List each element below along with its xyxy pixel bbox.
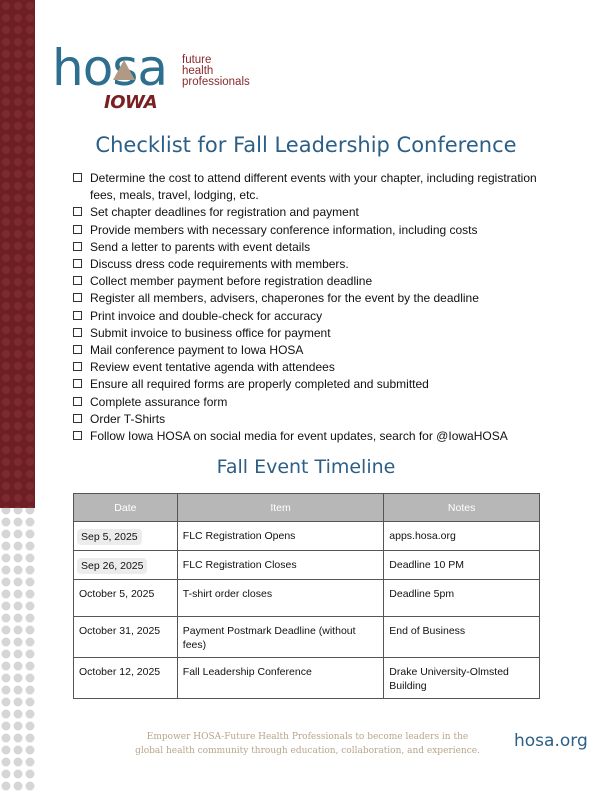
table-header-row (74, 494, 540, 522)
logo-state: IOWA (104, 92, 158, 113)
checklist-item-text: Set chapter deadlines for registration and payment (90, 205, 359, 220)
checklist-item (72, 411, 550, 428)
checklist-item (72, 239, 550, 256)
checklist-item-text: Print invoice and double-check for accuracy (90, 308, 323, 323)
checkbox[interactable] (73, 225, 82, 234)
table-row (74, 617, 540, 658)
checklist-item (72, 359, 550, 376)
mission-line: Empower HOSA-Future Health Professionals to become leaders in the (146, 732, 469, 742)
column-header-item: Item (177, 494, 383, 522)
item-cell: FLC Registration Opens (177, 522, 383, 551)
notes-cell: Drake University-Olmsted Building (384, 658, 540, 699)
checklist-item (72, 308, 550, 325)
date-chip[interactable]: Sep 5, 2025 (77, 529, 142, 545)
page-title (0, 133, 612, 157)
checkbox[interactable] (73, 379, 82, 388)
checkbox[interactable] (73, 397, 82, 406)
table-row (74, 522, 540, 551)
checklist-item (72, 204, 550, 221)
band-pattern (0, 0, 35, 792)
notes-cell: End of Business (384, 617, 540, 658)
checklist-item-text: Mail conference payment to Iowa HOSA (90, 343, 304, 358)
date-cell (74, 522, 178, 551)
item-cell: T-shirt order closes (177, 580, 383, 617)
checkbox[interactable] (73, 207, 82, 216)
checklist-item (72, 376, 550, 393)
item-cell: FLC Registration Closes (177, 551, 383, 580)
checklist-item-text: Submit invoice to business office for payment (90, 325, 331, 340)
checklist-item (72, 256, 550, 273)
item-cell: Payment Postmark Deadline (without fees) (177, 617, 383, 658)
checkbox[interactable] (73, 173, 82, 182)
logo-tagline (182, 55, 250, 88)
timeline-table (73, 493, 540, 699)
checklist-item-text: Discuss dress code requirements with members. (90, 257, 349, 272)
checkbox[interactable] (73, 242, 82, 251)
date-cell: October 5, 2025 (74, 580, 178, 617)
item-cell: Fall Leadership Conference (177, 658, 383, 699)
logo-tagline-line: future (182, 54, 212, 66)
checklist-item-text: Follow Iowa HOSA on social media for event updates, search for @IowaHOSA (90, 429, 508, 444)
checkbox[interactable] (73, 276, 82, 285)
checklist-item (72, 428, 550, 445)
table-row (74, 580, 540, 617)
checklist-item (72, 394, 550, 411)
date-cell (74, 551, 178, 580)
date-cell: October 31, 2025 (74, 617, 178, 658)
mission-line: global health community through education, collaboration, and experience. (135, 746, 480, 756)
logo-tagline-line: health (182, 65, 214, 77)
checklist-item (72, 325, 550, 342)
notes-cell: Deadline 5pm (384, 580, 540, 617)
notes-cell: apps.hosa.org (384, 522, 540, 551)
logo-tagline-line: professionals (182, 76, 250, 88)
footer-website-link[interactable]: hosa.org (514, 731, 588, 751)
footer-mission-statement (110, 730, 505, 758)
checklist (72, 170, 550, 445)
checkbox[interactable] (73, 362, 82, 371)
checkbox[interactable] (73, 293, 82, 302)
checklist-item-text: Collect member payment before registration deadline (90, 274, 373, 289)
hosa-iowa-logo (52, 38, 262, 118)
checkbox[interactable] (73, 259, 82, 268)
logo-triangle-icon (113, 60, 135, 80)
page-title-text: Checklist for Fall Leadership Conference (95, 133, 517, 157)
date-cell: October 12, 2025 (74, 658, 178, 699)
side-decorative-band (0, 0, 35, 792)
checklist-item (72, 222, 550, 239)
checklist-item-text: Determine the cost to attend different events with your chapter, including registration fees, meals, travel, lodging, etc. (90, 171, 537, 203)
logo-wordmark: hosa (52, 39, 167, 97)
notes-cell: Deadline 10 PM (384, 551, 540, 580)
checklist-item-text: Send a letter to parents with event details (90, 239, 311, 254)
checkbox[interactable] (73, 414, 82, 423)
checklist-item-text: Complete assurance form (90, 394, 228, 409)
checklist-item (72, 342, 550, 359)
timeline-title: Fall Event Timeline (216, 456, 396, 478)
checklist-item (72, 290, 550, 307)
checkbox[interactable] (73, 328, 82, 337)
checkbox[interactable] (73, 431, 82, 440)
checklist-item-text: Ensure all required forms are properly completed and submitted (90, 377, 429, 392)
column-header-date: Date (74, 494, 178, 522)
checklist-item (72, 273, 550, 290)
checklist-item-text: Order T-Shirts (90, 411, 166, 426)
table-row (74, 551, 540, 580)
checkbox[interactable] (73, 345, 82, 354)
checklist-item (72, 170, 550, 204)
column-header-notes: Notes (384, 494, 540, 522)
checklist-item-text: Provide members with necessary conference information, including costs (90, 222, 478, 237)
checkbox[interactable] (73, 311, 82, 320)
checklist-item-text: Review event tentative agenda with attendees (90, 360, 335, 375)
date-chip[interactable]: Sep 26, 2025 (77, 558, 147, 574)
table-row (74, 658, 540, 699)
checklist-item-text: Register all members, advisers, chaperones for the event by the deadline (90, 291, 479, 306)
